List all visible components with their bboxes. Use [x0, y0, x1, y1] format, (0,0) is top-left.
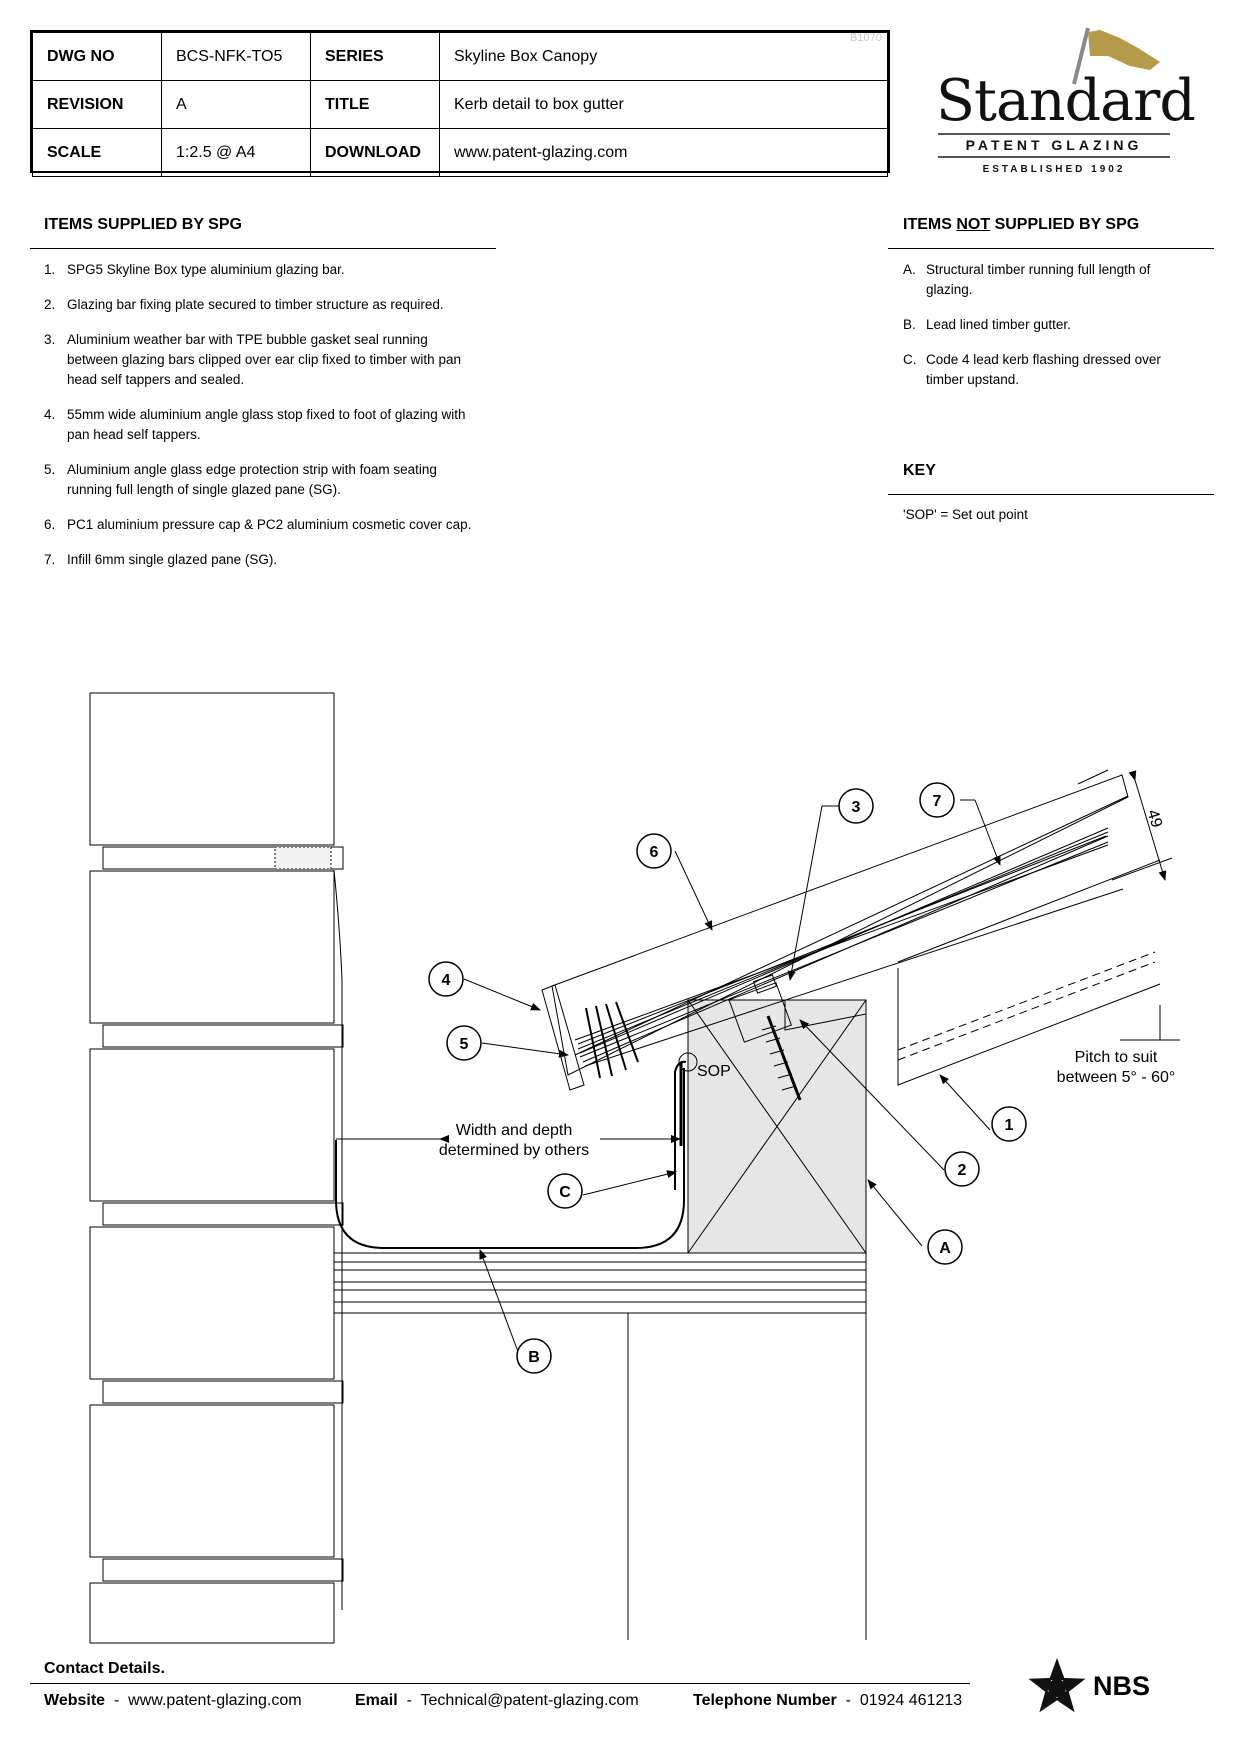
dwg-no-value: BCS-NFK-TO5 — [162, 33, 311, 81]
scale-value: 1:2.5 @ A4 — [162, 129, 311, 177]
callout-2: 2 — [957, 1162, 967, 1179]
email-link[interactable]: Technical@patent-glazing.com — [420, 1692, 639, 1709]
scale-label: SCALE — [33, 129, 162, 177]
callout-6: 6 — [649, 844, 659, 861]
not-supplied-item-text: Code 4 lead kerb flashing dressed over timber upstand. — [926, 352, 1161, 387]
contact-heading: Contact Details. — [44, 1660, 165, 1677]
callout-7: 7 — [932, 793, 942, 810]
download-link[interactable]: www.patent-glazing.com — [440, 129, 888, 177]
title-label: TITLE — [311, 81, 440, 129]
brick-wall — [90, 693, 343, 1643]
supplied-item-text: Aluminium angle glass edge protection strip with foam seating running full length of single glazed pane (SG). — [67, 462, 437, 497]
revision-label: REVISION — [33, 81, 162, 129]
not-supplied-item-number: C. — [903, 352, 917, 367]
revision-value: A — [162, 81, 311, 129]
not-supplied-heading: ITEMS NOT SUPPLIED BY SPG — [903, 216, 1140, 233]
supplied-item-number: 7. — [44, 552, 56, 567]
not-supplied-item-text: Structural timber running full length of glazing. — [926, 262, 1151, 297]
supplied-item-text: Infill 6mm single glazed pane (SG). — [67, 552, 278, 567]
not-supplied-item-number: B. — [903, 317, 916, 332]
sop-label: SOP — [697, 1063, 731, 1080]
supplied-item-text: Aluminium weather bar with TPE bubble gasket seal running between glazing bars clipped over ear clip fixed to timber with pan head self tappers and sealed. — [67, 332, 461, 387]
not-supplied-item-number: A. — [903, 262, 916, 277]
callout-4: 4 — [441, 972, 451, 989]
logo-wordmark: Standard — [936, 68, 1195, 134]
footer-email: Email - Technical@patent-glazing.com — [355, 1692, 639, 1709]
footer-website: Website - www.patent-glazing.com — [44, 1692, 302, 1709]
callout-3: 3 — [851, 799, 861, 816]
supplied-item-number: 4. — [44, 407, 56, 422]
logo-established: ESTABLISHED 1902 — [982, 164, 1126, 175]
gutter-board — [334, 1253, 866, 1313]
logo-subtitle: PATENT GLAZING — [965, 137, 1143, 153]
supplied-item-number: 6. — [44, 517, 56, 532]
pitch-note-line2: between 5° - 60° — [1056, 1069, 1176, 1086]
callout-a: A — [939, 1240, 951, 1257]
supplied-item-number: 2. — [44, 297, 56, 312]
gutter-note-line1: Width and depth — [455, 1122, 573, 1139]
supplied-item-number: 1. — [44, 262, 56, 277]
nbs-logo-icon — [1025, 1656, 1089, 1720]
supplied-item-number: 5. — [44, 462, 56, 477]
callout-5: 5 — [459, 1036, 469, 1053]
supplied-item-number: 3. — [44, 332, 56, 347]
pitch-note-line1: Pitch to suit — [1074, 1049, 1158, 1066]
callout-c: C — [559, 1184, 571, 1201]
not-supplied-item-text: Lead lined timber gutter. — [926, 317, 1071, 332]
nbs-logo-text: NBS — [1093, 1671, 1151, 1701]
website-link[interactable]: www.patent-glazing.com — [128, 1692, 302, 1709]
download-label: DOWNLOAD — [311, 129, 440, 177]
supplied-item-text: 55mm wide aluminium angle glass stop fixed to foot of glazing with pan head self tappers. — [67, 407, 466, 442]
series-value: Skyline Box Canopy — [440, 33, 888, 81]
phone-number[interactable]: 01924 461213 — [859, 1692, 963, 1709]
supplied-item-text: PC1 aluminium pressure cap & PC2 aluminium cosmetic cover cap. — [67, 517, 472, 532]
key-heading: KEY — [903, 462, 936, 479]
supplied-heading: ITEMS SUPPLIED BY SPG — [44, 216, 242, 233]
callout-b: B — [528, 1349, 540, 1366]
gutter-note-line2: determined by others — [438, 1142, 590, 1159]
dwg-no-label: DWG NO — [33, 33, 162, 81]
callout-1: 1 — [1004, 1117, 1014, 1134]
key-text: 'SOP' = Set out point — [903, 507, 1028, 522]
footer-phone: Telephone Number - 01924 461213 — [693, 1692, 963, 1709]
title-value: Kerb detail to box gutter — [440, 81, 888, 129]
drawing-ref: B1070 — [850, 32, 882, 44]
series-label: SERIES — [311, 33, 440, 81]
dimension-49: 49 — [1143, 807, 1166, 830]
supplied-item-text: Glazing bar fixing plate secured to timber structure as required. — [67, 297, 444, 312]
supplied-item-text: SPG5 Skyline Box type aluminium glazing bar. — [67, 262, 345, 277]
